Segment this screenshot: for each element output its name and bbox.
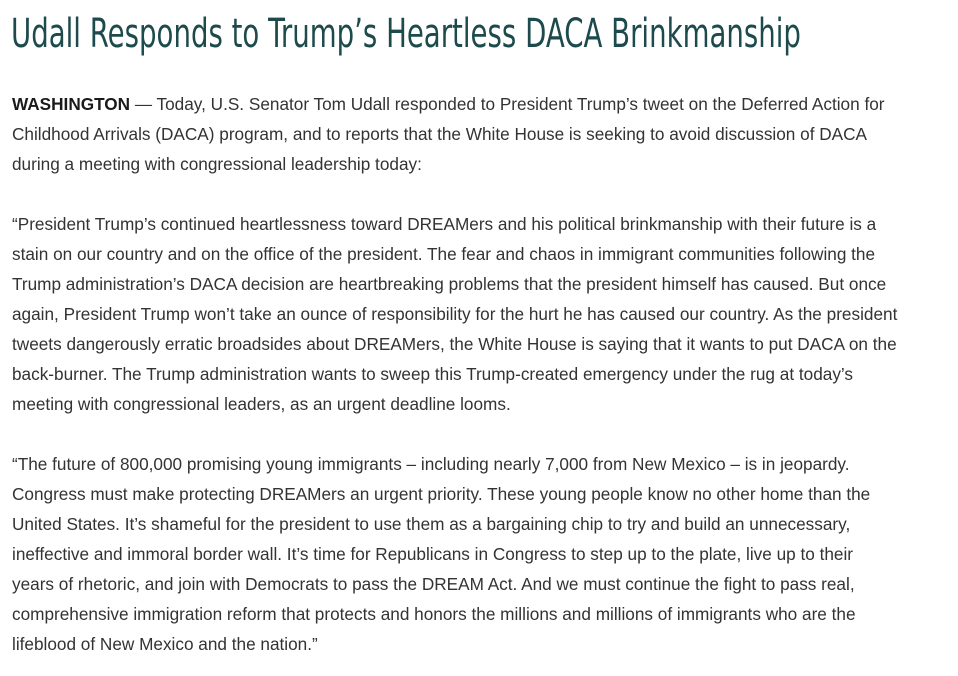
article-title: Udall Responds to Trump’s Heartless DACA Brinkmanship xyxy=(11,11,801,57)
paragraph-line: meeting with congressional leaders, as an urgent deadline looms. xyxy=(12,394,511,414)
paragraph-line: years of rhetoric, and join with Democrats to pass the DREAM Act. And we must continue the fight to pass real, xyxy=(12,574,855,594)
dateline: WASHINGTON xyxy=(12,94,131,114)
paragraph-line: Trump administration’s DACA decision are heartbreaking problems that the president himself has caused. But once xyxy=(12,274,887,294)
paragraph-line: “The future of 800,000 promising young immigrants – including nearly 7,000 from New Mexico – is in jeopardy. xyxy=(12,454,850,474)
paragraph-line xyxy=(12,89,952,119)
paragraph-line: comprehensive immigration reform that protects and honors the millions and millions of immigrants who are the xyxy=(12,604,856,624)
paragraph-line: stain on our country and on the office of the president. The fear and chaos in immigrant communities following the xyxy=(12,244,876,264)
paragraph-line: Congress must make protecting DREAMers an urgent priority. These young people know no other home than the xyxy=(12,484,871,504)
paragraph-line-text: — Today, U.S. Senator Tom Udall responded to President Trump’s tweet on the Deferred Action for xyxy=(130,94,885,114)
article-paragraph-quote-2 xyxy=(12,449,952,659)
article-paragraph-intro xyxy=(12,89,952,179)
paragraph-line: back-burner. The Trump administration wants to sweep this Trump-created emergency under the rug at today’s xyxy=(12,364,854,384)
article-paragraph-quote-1 xyxy=(12,209,952,419)
paragraph-line: Childhood Arrivals (DACA) program, and to reports that the White House is seeking to avoid discussion of DACA xyxy=(12,124,867,144)
paragraph-line: United States. It’s shameful for the president to use them as a bargaining chip to try and build an unnecessary, xyxy=(12,514,851,534)
paragraph-line: during a meeting with congressional leadership today: xyxy=(12,154,422,174)
paragraph-line: tweets dangerously erratic broadsides about DREAMers, the White House is saying that it wants to put DACA on the xyxy=(12,334,897,354)
paragraph-line: ineffective and immoral border wall. It’s time for Republicans in Congress to step up to the plate, live up to their xyxy=(12,544,854,564)
paragraph-line: lifeblood of New Mexico and the nation.” xyxy=(12,634,318,654)
paragraph-line: “President Trump’s continued heartlessness toward DREAMers and his political brinkmanship with their future is a xyxy=(12,214,877,234)
paragraph-line: again, President Trump won’t take an ounce of responsibility for the hurt he has caused our country. As the president xyxy=(12,304,898,324)
